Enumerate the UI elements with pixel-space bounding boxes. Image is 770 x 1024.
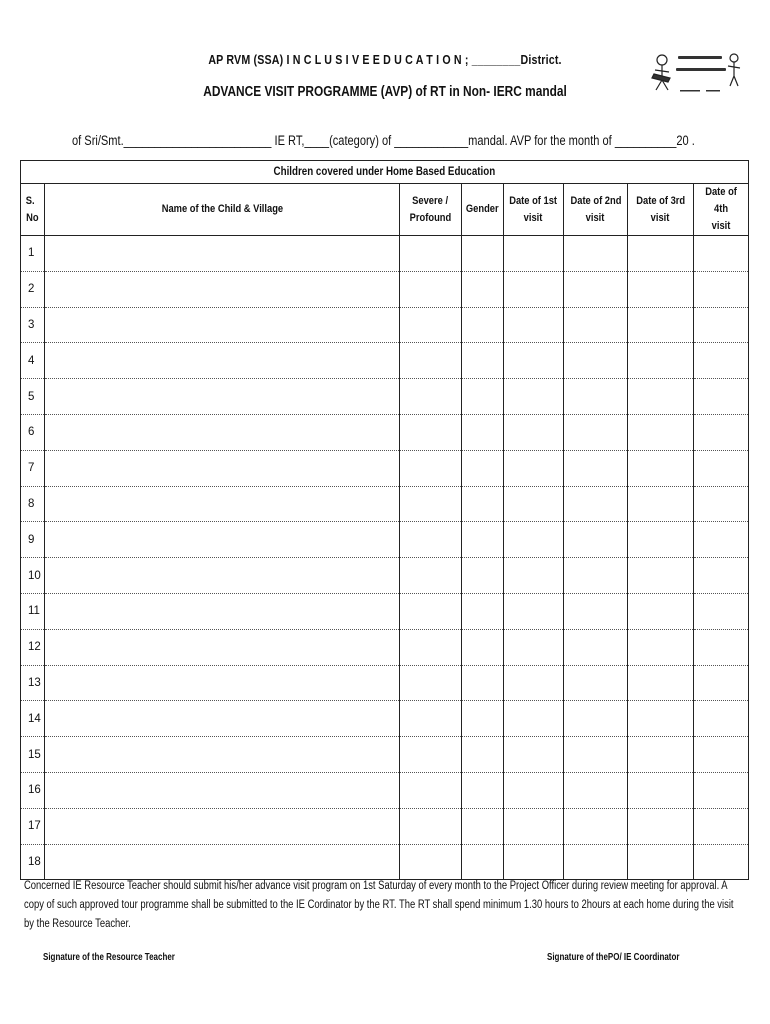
- visit-2-date-cell[interactable]: [564, 808, 628, 844]
- visit-2-date-cell[interactable]: [564, 772, 628, 808]
- visit-4-date-cell[interactable]: [694, 522, 749, 558]
- gender-cell[interactable]: [462, 701, 504, 737]
- gender-cell[interactable]: [462, 558, 504, 594]
- severity-cell[interactable]: [400, 522, 462, 558]
- child-name-village-cell[interactable]: [45, 379, 400, 415]
- col-header-visit-1: Date of 1st visit: [504, 184, 564, 236]
- visit-1-date-cell[interactable]: [504, 236, 564, 272]
- serial-number-cell: 3: [21, 307, 45, 343]
- severity-cell[interactable]: [400, 772, 462, 808]
- col-header-visit-3: Date of 3rd visit: [628, 184, 694, 236]
- visit-4-date-cell[interactable]: [694, 593, 749, 629]
- visit-4-date-cell[interactable]: [694, 772, 749, 808]
- visit-4-date-cell[interactable]: [694, 307, 749, 343]
- visit-4-date-cell[interactable]: [694, 486, 749, 522]
- child-name-village-cell[interactable]: [45, 343, 400, 379]
- visit-1-date-cell[interactable]: [504, 844, 564, 880]
- serial-number-cell: 7: [21, 450, 45, 486]
- severity-cell[interactable]: [400, 343, 462, 379]
- gender-cell[interactable]: [462, 236, 504, 272]
- serial-number-cell: 13: [21, 665, 45, 701]
- severity-cell[interactable]: [400, 450, 462, 486]
- table-row: [21, 772, 749, 808]
- serial-number-cell: 10: [21, 558, 45, 594]
- child-name-village-cell[interactable]: [45, 593, 400, 629]
- visit-1-date-cell[interactable]: [504, 593, 564, 629]
- child-name-village-cell[interactable]: [45, 450, 400, 486]
- visit-4-date-cell[interactable]: [694, 844, 749, 880]
- visit-2-date-cell[interactable]: [564, 236, 628, 272]
- visit-4-date-cell[interactable]: [694, 343, 749, 379]
- gender-cell[interactable]: [462, 414, 504, 450]
- child-name-village-cell[interactable]: [45, 665, 400, 701]
- gender-cell[interactable]: [462, 271, 504, 307]
- visit-4-date-cell[interactable]: [694, 271, 749, 307]
- serial-number-cell: 9: [21, 522, 45, 558]
- visit-3-date-cell[interactable]: [628, 844, 694, 880]
- visit-1-date-cell[interactable]: [504, 629, 564, 665]
- visit-1-date-cell[interactable]: [504, 414, 564, 450]
- visit-2-date-cell[interactable]: [564, 379, 628, 415]
- gender-cell[interactable]: [462, 665, 504, 701]
- gender-cell[interactable]: [462, 379, 504, 415]
- serial-number-cell: 4: [21, 343, 45, 379]
- table-row: [21, 522, 749, 558]
- visit-2-date-cell[interactable]: [564, 414, 628, 450]
- visit-3-date-cell[interactable]: [628, 450, 694, 486]
- col-header-visit-4: Date of 4th visit: [694, 184, 749, 236]
- visit-1-date-cell[interactable]: [504, 486, 564, 522]
- serial-number-cell: 6: [21, 414, 45, 450]
- gender-cell[interactable]: [462, 522, 504, 558]
- preamble-line: of Sri/Smt.________________________ IE RT,____(category) of ____________mandal. AVP for the month of __________20 .: [72, 133, 695, 148]
- child-name-village-cell[interactable]: [45, 236, 400, 272]
- child-name-village-cell[interactable]: [45, 271, 400, 307]
- visit-4-date-cell[interactable]: [694, 737, 749, 773]
- table-row: [21, 486, 749, 522]
- table-row: [21, 307, 749, 343]
- child-name-village-cell[interactable]: [45, 737, 400, 773]
- table-row: [21, 271, 749, 307]
- child-name-village-cell[interactable]: [45, 486, 400, 522]
- visit-3-date-cell[interactable]: [628, 701, 694, 737]
- visit-2-date-cell[interactable]: [564, 737, 628, 773]
- severity-cell[interactable]: [400, 701, 462, 737]
- table-row: [21, 844, 749, 880]
- visit-1-date-cell[interactable]: [504, 522, 564, 558]
- visit-4-date-cell[interactable]: [694, 665, 749, 701]
- serial-number-cell: 15: [21, 737, 45, 773]
- serial-number-cell: 17: [21, 808, 45, 844]
- visit-1-date-cell[interactable]: [504, 737, 564, 773]
- table-row: [21, 629, 749, 665]
- visit-1-date-cell[interactable]: [504, 271, 564, 307]
- gender-cell[interactable]: [462, 808, 504, 844]
- gender-cell[interactable]: [462, 629, 504, 665]
- form-title: ADVANCE VISIT PROGRAMME (AVP) of RT in Non- IERC mandal: [203, 84, 567, 100]
- visit-4-date-cell[interactable]: [694, 236, 749, 272]
- visit-4-date-cell[interactable]: [694, 379, 749, 415]
- visit-3-date-cell[interactable]: [628, 808, 694, 844]
- header-line: AP RVM (SSA) I N C L U S I V E E D U C A T I O N ; ________District.: [208, 52, 562, 67]
- serial-number-cell: 18: [21, 844, 45, 880]
- visit-1-date-cell[interactable]: [504, 343, 564, 379]
- col-header-visit-2: Date of 2nd visit: [564, 184, 628, 236]
- visit-2-date-cell[interactable]: [564, 629, 628, 665]
- visit-2-date-cell[interactable]: [564, 558, 628, 594]
- visit-2-date-cell[interactable]: [564, 665, 628, 701]
- visit-1-date-cell[interactable]: [504, 450, 564, 486]
- col-header-sno: S. No: [21, 184, 45, 236]
- visit-1-date-cell[interactable]: [504, 665, 564, 701]
- child-name-village-cell[interactable]: [45, 772, 400, 808]
- child-name-village-cell[interactable]: [45, 414, 400, 450]
- visit-2-date-cell[interactable]: [564, 271, 628, 307]
- serial-number-cell: 11: [21, 593, 45, 629]
- gender-cell[interactable]: [462, 486, 504, 522]
- visit-3-date-cell[interactable]: [628, 772, 694, 808]
- signature-resource-teacher: Signature of the Resource Teacher: [43, 952, 175, 963]
- child-name-village-cell[interactable]: [45, 844, 400, 880]
- child-name-village-cell[interactable]: [45, 558, 400, 594]
- visit-2-date-cell[interactable]: [564, 701, 628, 737]
- serial-number-cell: 14: [21, 701, 45, 737]
- visit-3-date-cell[interactable]: [628, 593, 694, 629]
- visit-3-date-cell[interactable]: [628, 522, 694, 558]
- child-name-village-cell[interactable]: [45, 629, 400, 665]
- severity-cell[interactable]: [400, 486, 462, 522]
- visit-1-date-cell[interactable]: [504, 701, 564, 737]
- visit-2-date-cell[interactable]: [564, 522, 628, 558]
- visit-1-date-cell[interactable]: [504, 808, 564, 844]
- table-row: [21, 701, 749, 737]
- severity-cell[interactable]: [400, 629, 462, 665]
- serial-number-cell: 8: [21, 486, 45, 522]
- visit-4-date-cell[interactable]: [694, 701, 749, 737]
- child-name-village-cell[interactable]: [45, 808, 400, 844]
- child-name-village-cell[interactable]: [45, 701, 400, 737]
- visit-3-date-cell[interactable]: [628, 271, 694, 307]
- serial-number-cell: 12: [21, 629, 45, 665]
- instructions-note: Concerned IE Resource Teacher should submit his/her advance visit program on 1st Saturday of every month to the Project Officer during review meeting for approval. A copy of such approved tour programme shall be submitted to the IE Cordinator by the RT. The RT shall spend minimum 1.30 hours to 2hours at each home during the visit by the Resource Teacher.: [24, 880, 734, 930]
- visit-2-date-cell[interactable]: [564, 307, 628, 343]
- serial-number-cell: 16: [21, 772, 45, 808]
- visit-3-date-cell[interactable]: [628, 737, 694, 773]
- table-header-row: [21, 184, 749, 236]
- visit-2-date-cell[interactable]: [564, 450, 628, 486]
- visit-4-date-cell[interactable]: [694, 808, 749, 844]
- severity-cell[interactable]: [400, 307, 462, 343]
- severity-cell[interactable]: [400, 844, 462, 880]
- signature-po-coordinator: Signature of thePO/ IE Coordinator: [547, 952, 680, 963]
- severity-cell[interactable]: [400, 271, 462, 307]
- severity-cell[interactable]: [400, 737, 462, 773]
- visit-1-date-cell[interactable]: [504, 379, 564, 415]
- visit-2-date-cell[interactable]: [564, 844, 628, 880]
- visit-3-date-cell[interactable]: [628, 558, 694, 594]
- visit-2-date-cell[interactable]: [564, 593, 628, 629]
- visit-4-date-cell[interactable]: [694, 414, 749, 450]
- table-row: [21, 558, 749, 594]
- table-row: [21, 379, 749, 415]
- table-row: [21, 665, 749, 701]
- visit-4-date-cell[interactable]: [694, 629, 749, 665]
- table-row: [21, 593, 749, 629]
- avp-table: [20, 160, 749, 880]
- visit-2-date-cell[interactable]: [564, 486, 628, 522]
- visit-3-date-cell[interactable]: [628, 236, 694, 272]
- visit-3-date-cell[interactable]: [628, 343, 694, 379]
- visit-3-date-cell[interactable]: [628, 307, 694, 343]
- visit-3-date-cell[interactable]: [628, 414, 694, 450]
- visit-1-date-cell[interactable]: [504, 307, 564, 343]
- col-header-severe-profound: Severe / Profound: [400, 184, 462, 236]
- visit-3-date-cell[interactable]: [628, 379, 694, 415]
- gender-cell[interactable]: [462, 844, 504, 880]
- col-header-gender: Gender: [462, 184, 504, 236]
- gender-cell[interactable]: [462, 737, 504, 773]
- ssa-logo-icon: [650, 48, 742, 100]
- visit-1-date-cell[interactable]: [504, 772, 564, 808]
- gender-cell[interactable]: [462, 593, 504, 629]
- table-row: [21, 343, 749, 379]
- visit-3-date-cell[interactable]: [628, 629, 694, 665]
- gender-cell[interactable]: [462, 343, 504, 379]
- gender-cell[interactable]: [462, 450, 504, 486]
- visit-2-date-cell[interactable]: [564, 343, 628, 379]
- serial-number-cell: 2: [21, 271, 45, 307]
- table-row: [21, 236, 749, 272]
- child-name-village-cell[interactable]: [45, 522, 400, 558]
- visit-3-date-cell[interactable]: [628, 486, 694, 522]
- visit-1-date-cell[interactable]: [504, 558, 564, 594]
- severity-cell[interactable]: [400, 414, 462, 450]
- severity-cell[interactable]: [400, 665, 462, 701]
- child-name-village-cell[interactable]: [45, 307, 400, 343]
- severity-cell[interactable]: [400, 593, 462, 629]
- table-row: [21, 737, 749, 773]
- gender-cell[interactable]: [462, 307, 504, 343]
- table-row: [21, 808, 749, 844]
- visit-4-date-cell[interactable]: [694, 558, 749, 594]
- visit-4-date-cell[interactable]: [694, 450, 749, 486]
- severity-cell[interactable]: [400, 379, 462, 415]
- table-row: [21, 450, 749, 486]
- gender-cell[interactable]: [462, 772, 504, 808]
- serial-number-cell: 5: [21, 379, 45, 415]
- table-caption: Children covered under Home Based Education: [21, 161, 749, 184]
- col-header-name-village: Name of the Child & Village: [45, 184, 400, 236]
- severity-cell[interactable]: [400, 808, 462, 844]
- severity-cell[interactable]: [400, 236, 462, 272]
- table-row: [21, 414, 749, 450]
- visit-3-date-cell[interactable]: [628, 665, 694, 701]
- serial-number-cell: 1: [21, 236, 45, 272]
- severity-cell[interactable]: [400, 558, 462, 594]
